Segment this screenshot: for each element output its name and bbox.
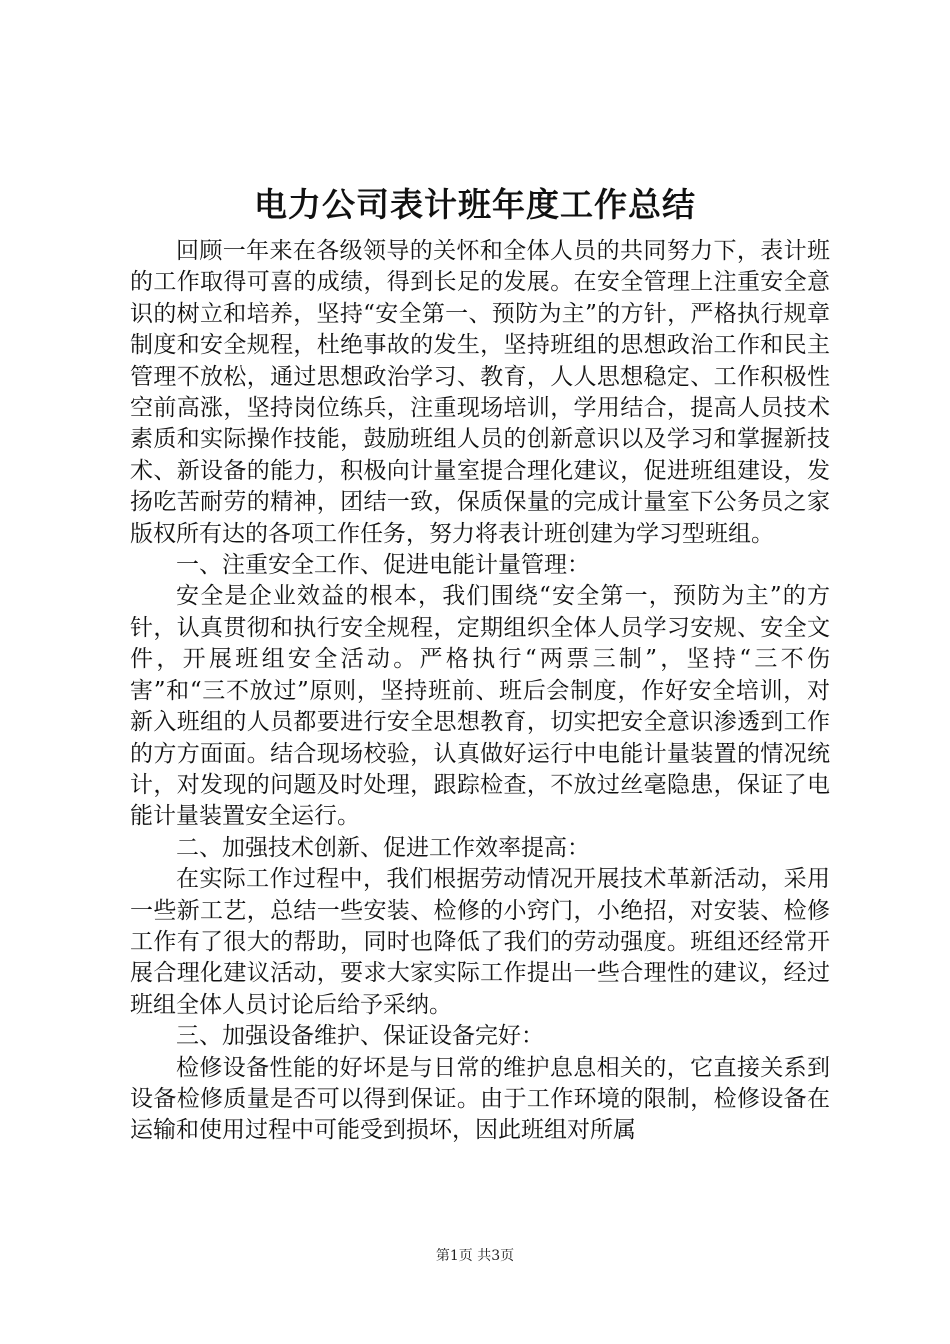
page-number-footer: 第1页 共3页 [435,1248,515,1264]
document-body [130,236,830,1147]
section-heading-2: 二、加强技术创新、促进工作效率提高： [176,834,590,861]
section-heading-1: 一、注重安全工作、促进电能计量管理： [176,552,590,579]
section-1-paragraph: 安全是企业效益的根本，我们围绕“安全第一，预防为主”的方针，认真贯彻和执行安全规程，定期组织全体人员学习安规、安全文件，开展班组安全活动。严格执行“两票三制”，坚持“三不伤害”和“三不放过”原则，坚持班前、班后会制度，作好安全培训，对新入班组的人员都要进行安全思想教育，切实把安全意识渗透到工作的方方面面。结合现场校验，认真做好运行中电能计量装置的情况统计，对发现的问题及时处理，跟踪检查，不放过丝毫隐患，保证了电能计量装置安全运行。 [130,583,830,830]
section-2-paragraph: 在实际工作过程中，我们根据劳动情况开展技术革新活动，采用一些新工艺，总结一些安装、检修的小窍门，小绝招，对安装、检修工作有了很大的帮助，同时也降低了我们的劳动强度。班组还经常开展合理化建议活动，要求大家实际工作提出一些合理性的建议，经过班组全体人员讨论后给予采纳。 [130,866,830,1018]
document-title: 电力公司表计班年度工作总结 [254,185,696,224]
intro-paragraph: 回顾一年来在各级领导的关怀和全体人员的共同努力下，表计班的工作取得可喜的成绩，得到长足的发展。在安全管理上注重安全意识的树立和培养，坚持“安全第一、预防为主”的方针，严格执行规章制度和安全规程，杜绝事故的发生，坚持班组的思想政治工作和民主管理不放松，通过思想政治学习、教育，人人思想稳定、工作积极性空前高涨，坚持岗位练兵，注重现场培训，学用结合，提高人员技术素质和实际操作技能，鼓励班组人员的创新意识以及学习和掌握新技术、新设备的能力，积极向计量室提合理化建议，促进班组建设，发扬吃苦耐劳的精神，团结一致，保质保量的完成计量室下公务员之家版权所有达的各项工作任务，努力将表计班创建为学习型班组。 [130,238,830,547]
section-3-paragraph: 检修设备性能的好坏是与日常的维护息息相关的，它直接关系到设备检修质量是否可以得到保证。由于工作环境的限制，检修设备在运输和使用过程中可能受到损坏，因此班组对所属 [130,1054,830,1144]
section-heading-3: 三、加强设备维护、保证设备完好： [176,1023,544,1050]
